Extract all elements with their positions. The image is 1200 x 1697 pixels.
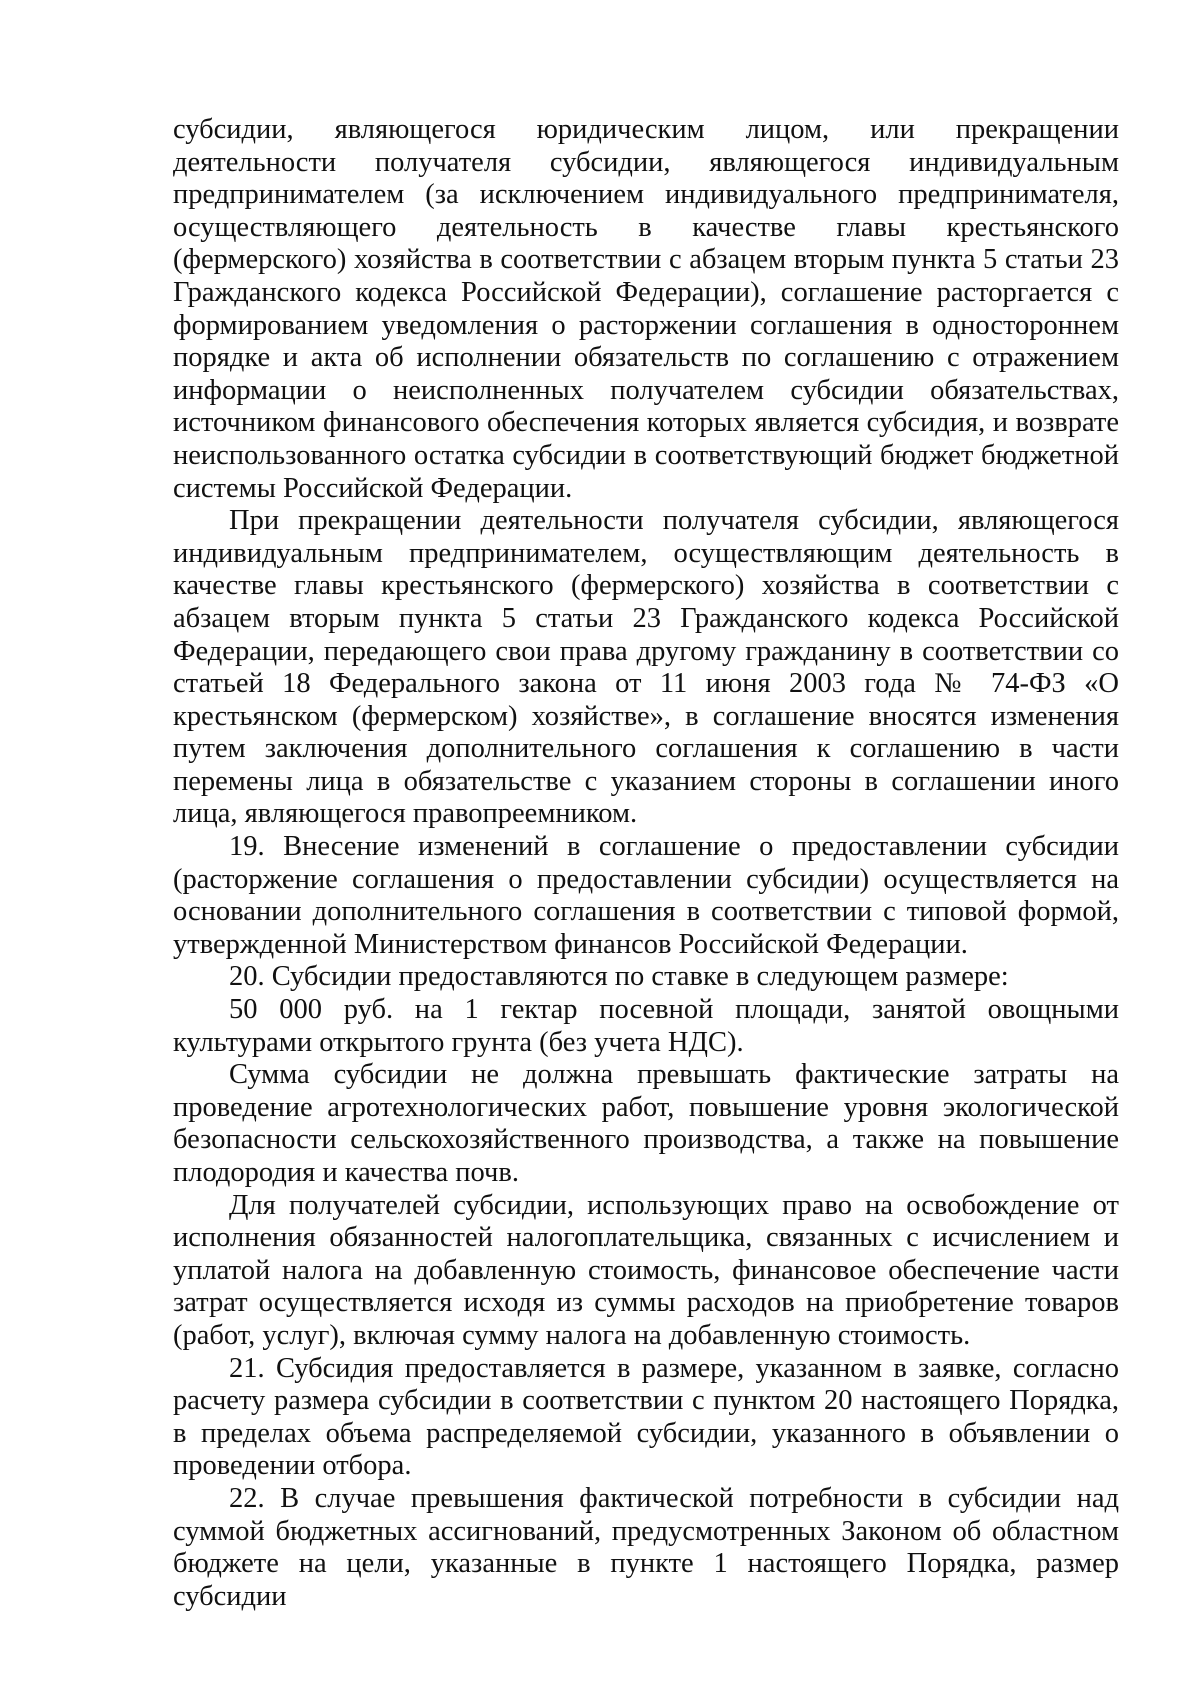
paragraph-vat-exempt: Для получателей субсидии, использующих право на освобождение от исполнения обязанностей налогоплательщика, связанных с исчислением и уплатой налога на добавленную стоимость, финансовое обеспечение части затрат осуществляется исходя из суммы расходов на приобретение товаров (работ, услуг), включая сумму налога на добавленную стоимость. [173,1189,1119,1351]
paragraph-rate-per-hectare: 50 000 руб. на 1 гектар посевной площади, занятой овощными культурами открытого грунта (без учета НДС). [173,994,1119,1058]
paragraph-20-rate: 20. Субсидии предоставляются по ставке в следующем размере: [229,961,1009,993]
document-page [173,114,1119,1613]
paragraph-22-excess-demand: 22. В случае превышения фактической потребности в субсидии над суммой бюджетных ассигнований, предусмотренных Законом об областном бюджете на цели, указанные в пункте 1 настоящего Порядка, размер субсидии [173,1482,1119,1612]
paragraph-21-amount: 21. Субсидия предоставляется в размере, указанном в заявке, согласно расчету размера субсидии в соответствии с пунктом 20 настоящего Порядка, в пределах объема распределяемой субсидии, указанного в объявлении о проведении отбора. [173,1352,1119,1482]
paragraph-termination-legal-entity: субсидии, являющегося юридическим лицом, или прекращении деятельности получателя субсидии, являющегося индивидуальным предпринимателем (за исключением индивидуального предпринимателя, осуществляющего деятельность в качестве главы крестьянского (фермерского) хозяйства в соответствии с абзацем вторым пункта 5 статьи 23 Гражданского кодекса Российской Федерации), соглашение расторгается с формированием уведомления о расторжении соглашения в одностороннем порядке и акта об исполнении обязательств по соглашению с отражением информации о неисполненных получателем субсидии обязательствах, источником финансового обеспечения которых является субсидия, и возврате неиспользованного остатка субсидии в соответствующий бюджет бюджетной системы Российской Федерации. [173,114,1119,504]
paragraph-19-amendments: 19. Внесение изменений в соглашение о предоставлении субсидии (расторжение соглашения о предоставлении субсидии) осуществляется на основании дополнительного соглашения в соответствии с типовой формой, утвержденной Министерством финансов Российской Федерации. [173,831,1119,960]
paragraph-farm-head-transfer: При прекращении деятельности получателя субсидии, являющегося индивидуальным предпринимателем, осуществляющим деятельность в качестве главы крестьянского (фермерского) хозяйства в соответствии с абзацем вторым пункта 5 статьи 23 Гражданского кодекса Российской Федерации, передающего свои права другому гражданину в соответствии со статьей 18 Федерального закона от 11 июня 2003 года № 74-ФЗ «О крестьянском (фермерском) хозяйстве», в соглашение вносятся изменения путем заключения дополнительного соглашения к соглашению в части перемены лица в обязательстве с указанием стороны в соглашении иного лица, являющегося правопреемником. [173,505,1119,830]
paragraph-subsidy-limit: Сумма субсидии не должна превышать фактические затраты на проведение агротехнологических работ, повышение уровня экологической безопасности сельскохозяйственного производства, а также на повышение плодородия и качества почв. [173,1059,1119,1188]
